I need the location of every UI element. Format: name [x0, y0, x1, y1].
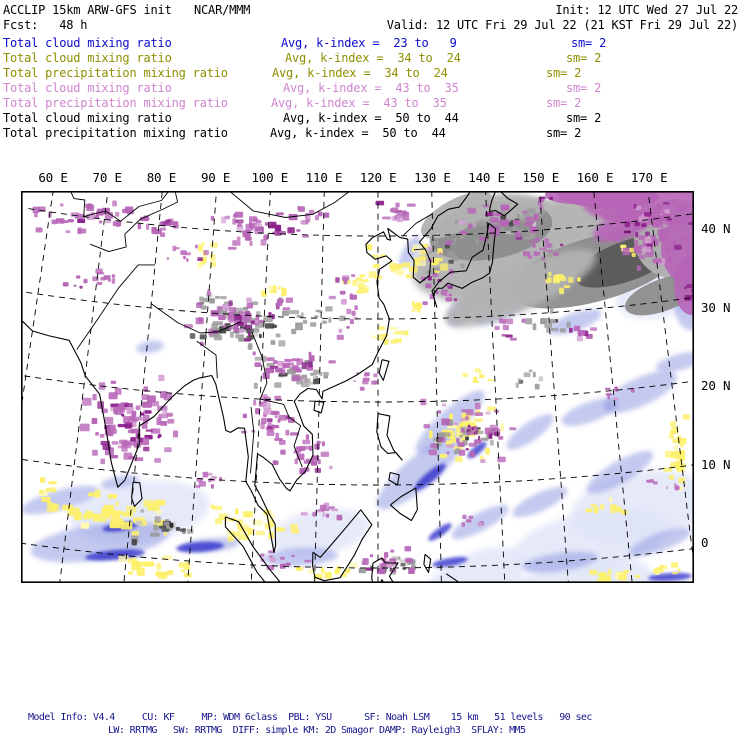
- model-title: ACCLIP 15km ARW-GFS init: [3, 3, 172, 17]
- legend-row-kindex: Avg, k-index = 43 to 35: [283, 81, 459, 95]
- axis-label-lon: 100 E: [251, 170, 289, 185]
- map-svg: [21, 191, 694, 583]
- axis-label-lon: 110 E: [305, 170, 343, 185]
- axis-label-lon: 90 E: [200, 170, 231, 185]
- axis-label-lon: 80 E: [146, 170, 177, 185]
- legend-row-kindex: Avg, k-index = 50 to 44: [270, 126, 446, 140]
- legend-row-kindex: Avg, k-index = 23 to 9: [281, 36, 457, 50]
- center-name: NCAR/MMM: [194, 3, 251, 17]
- legend-row-kindex: Avg, k-index = 34 to 24: [272, 66, 448, 80]
- forecast-hour: Fcst: 48 h: [3, 18, 88, 32]
- legend-row-smooth: sm= 2: [566, 51, 602, 65]
- legend-row-smooth: sm= 2: [546, 96, 582, 110]
- axis-label-lon: 160 E: [576, 170, 614, 185]
- legend-row-smooth: sm= 2: [546, 66, 582, 80]
- legend-row-label: Total precipitation mixing ratio: [3, 66, 228, 80]
- legend-row-label: Total cloud mixing ratio: [3, 51, 172, 65]
- legend-row-kindex: Avg, k-index = 34 to 24: [285, 51, 461, 65]
- legend-row-smooth: sm= 2: [566, 81, 602, 95]
- model-info-line2: LW: RRTMG SW: RRTMG DIFF: simple KM: 2D Smagor DAMP: Rayleigh3 SFLAY: MM5: [108, 725, 526, 736]
- axis-label-lon: 130 E: [414, 170, 451, 185]
- axis-label-lat: 40 N: [701, 221, 731, 236]
- legend-row-smooth: sm= 2: [571, 36, 607, 50]
- legend-row-label: Total precipitation mixing ratio: [3, 96, 228, 110]
- legend-row-kindex: Avg, k-index = 50 to 44: [283, 111, 459, 125]
- axis-label-lon: 170 E: [630, 170, 668, 185]
- axis-label-lat: 10 N: [701, 456, 731, 472]
- model-info-line1: Model Info: V4.4 CU: KF MP: WDM 6class PBL: YSU SF: Noah LSM 15 km 51 levels 90 sec: [28, 712, 592, 723]
- axis-label-lat: 30 N: [701, 299, 731, 315]
- legend-row-label: Total cloud mixing ratio: [3, 111, 172, 125]
- init-time: Init: 12 UTC Wed 27 Jul 22: [555, 3, 738, 17]
- legend-row-label: Total precipitation mixing ratio: [3, 126, 228, 140]
- legend-row-kindex: Avg, k-index = 43 to 35: [271, 96, 447, 110]
- map-canvas: [21, 191, 694, 583]
- axis-label-lon: 70 E: [92, 170, 122, 185]
- legend-row-label: Total cloud mixing ratio: [3, 81, 172, 95]
- axis-label-lat: 20 N: [701, 378, 731, 394]
- valid-time: Valid: 12 UTC Fri 29 Jul 22 (21 KST Fri 29 Jul 22): [386, 18, 738, 32]
- axis-label-lon: 140 E: [468, 170, 505, 185]
- legend-row-smooth: sm= 2: [546, 126, 582, 140]
- axis-label-lon: 60 E: [38, 170, 68, 185]
- axis-label-lat: 0: [701, 535, 709, 551]
- legend-row-label: Total cloud mixing ratio: [3, 36, 172, 50]
- axis-label-lon: 150 E: [522, 170, 560, 185]
- axis-label-lon: 120 E: [359, 170, 397, 185]
- legend-row-smooth: sm= 2: [566, 111, 602, 125]
